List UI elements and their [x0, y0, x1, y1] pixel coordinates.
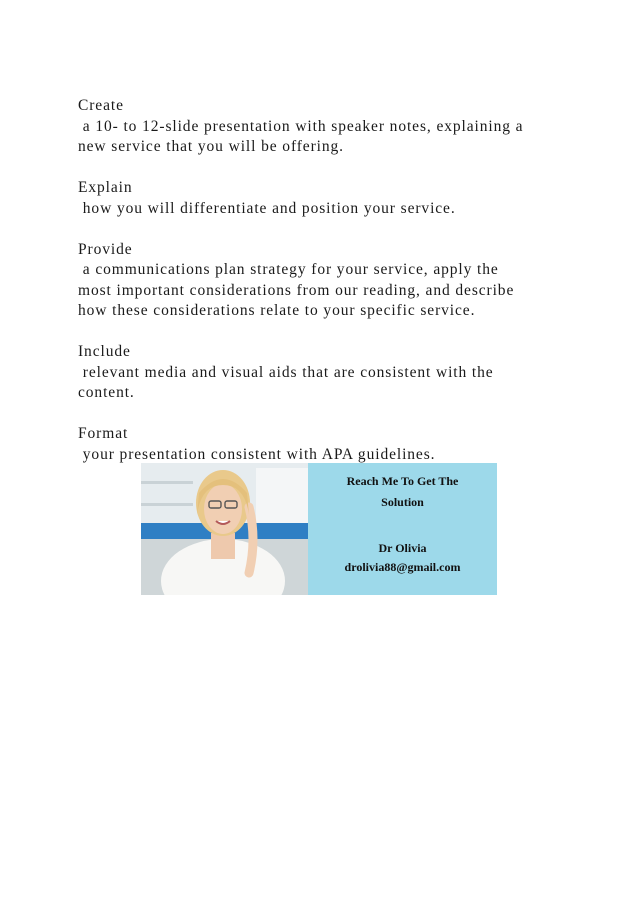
section-line: your presentation consistent with APA guidelines.	[78, 445, 436, 463]
contact-email: drolivia88@gmail.com	[344, 560, 461, 574]
section-line: most important considerations from our reading, and describe	[78, 281, 515, 299]
section-heading: Explain	[78, 179, 133, 196]
contact-banner	[141, 463, 497, 595]
section-create	[78, 96, 578, 158]
section-explain	[78, 178, 578, 219]
section-heading: Format	[78, 425, 129, 442]
contact-name: Dr Olivia	[378, 541, 427, 555]
section-line: a communications plan strategy for your service, apply the	[78, 261, 499, 278]
section-line: new service that you will be offering.	[78, 138, 344, 155]
contact-panel	[308, 463, 497, 595]
woman-photo-image	[141, 463, 308, 595]
section-heading: Include	[78, 343, 131, 360]
document-body	[78, 96, 578, 486]
woman-photo	[141, 463, 308, 595]
contact-headline: Reach Me To Get The	[346, 474, 459, 488]
section-provide	[78, 240, 578, 322]
section-line: how these considerations relate to your specific service.	[78, 302, 476, 319]
section-heading: Create	[78, 97, 124, 114]
section-line: how you will differentiate and position your service.	[78, 199, 456, 217]
section-line: relevant media and visual aids that are consistent with the	[78, 363, 494, 381]
section-format	[78, 424, 578, 465]
section-line: a 10- to 12-slide presentation with speaker notes, explaining a	[78, 117, 524, 135]
section-line: content.	[78, 384, 135, 401]
contact-headline-2: Solution	[381, 495, 424, 509]
section-heading: Provide	[78, 240, 133, 258]
section-include	[78, 342, 578, 404]
